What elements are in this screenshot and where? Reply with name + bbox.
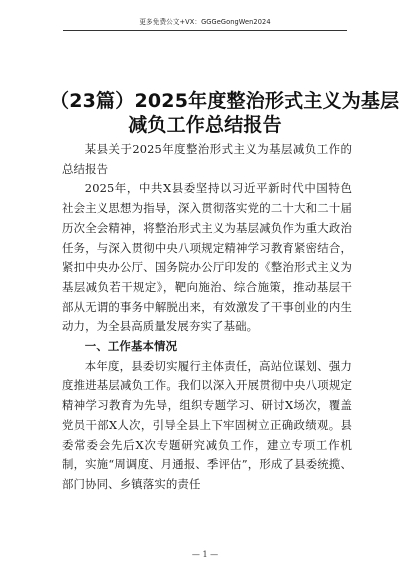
page-number: — 1 — <box>191 550 219 559</box>
document-title-line-2: 减负工作总结报告 <box>128 114 282 136</box>
document-body <box>62 140 352 495</box>
intro-paragraph: 2025年，中共X县委坚持以习近平新时代中国特色社会主义思想为指导，深入贯彻落实党的二十大和二十届历次全会精神，将整治形式主义为基层减负作为重大政治任务，与深入贯彻中央八项规定精神学习教育紧密结合，紧扣中央办公厅、国务院办公厅印发的《整治形式主义为基层减负若干规定》，靶向施治、综合施策，推动基层干部从无谓的事务中解脱出来，有效激发了干事创业的内生动力，为全县高质量发展夯实了基础。 <box>62 181 352 334</box>
header-rule <box>63 30 347 31</box>
section-heading: 一、工作基本情况 <box>84 339 178 354</box>
section-body-paragraph: 本年度，县委切实履行主体责任，高站位谋划、强力度推进基层减负工作。我们以深入开展贯彻中央八项规定精神学习教育为先导，组织专题学习、研讨X场次，覆盖党员干部X人次，引导全县上下牢固树立正确政绩观。县委常委会先后X次专题研究减负工作，建立专项工作机制，实施“周调度、月通报、季评估”，形成了县委统揽、部门协同、乡镇落实的责任 <box>62 358 352 491</box>
subtitle-paragraph: 某县关于2025年度整治形式主义为基层减负工作的总结报告 <box>62 142 352 176</box>
header-note: 更多免费公文+VX：GGGeGongWen2024 <box>139 18 271 26</box>
document-title-line-1: （23篇）2025年度整治形式主义为基层 <box>50 90 400 112</box>
